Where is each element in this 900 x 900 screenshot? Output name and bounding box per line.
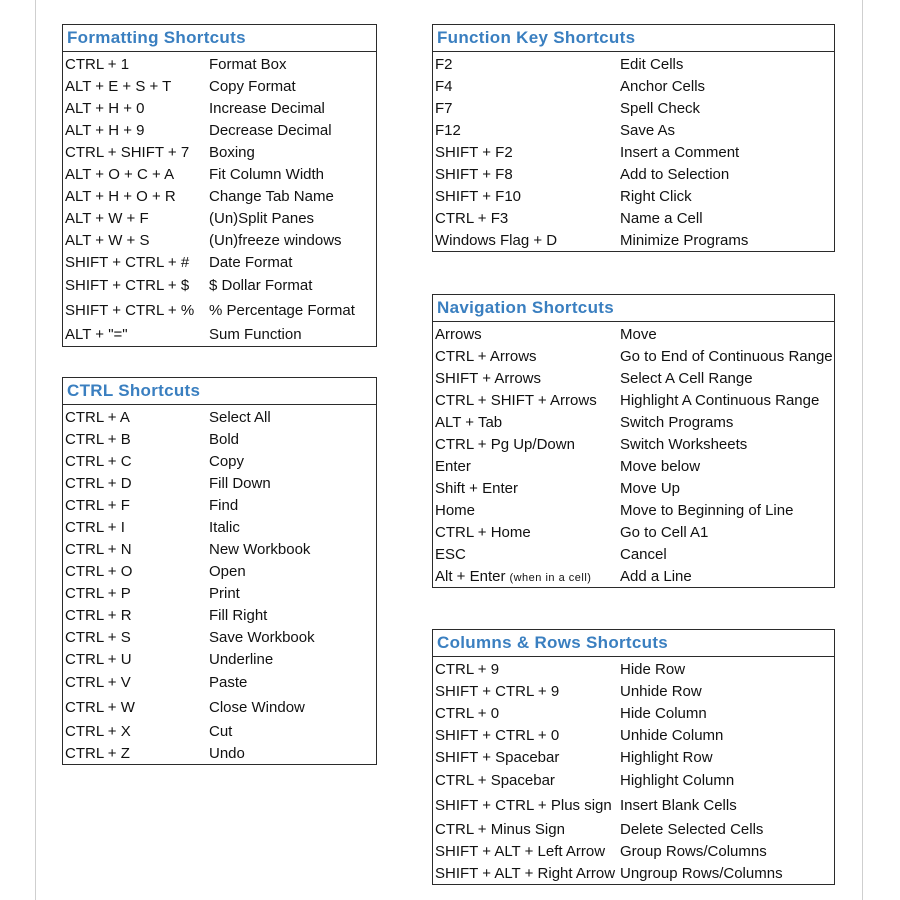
shortcut-description: Hide Row [620, 660, 686, 678]
shortcut-description: Group Rows/Columns [620, 842, 767, 860]
shortcut-key: ALT + W + S [65, 231, 150, 249]
shortcut-row [433, 565, 834, 587]
shortcut-key: CTRL + P [65, 584, 131, 602]
shortcut-key: Windows Flag + D [435, 231, 558, 249]
shortcut-description: $ Dollar Format [209, 277, 313, 294]
shortcut-description: Undo [209, 744, 245, 762]
navigation-shortcuts-table [432, 294, 835, 588]
shortcut-description: (Un)freeze windows [209, 231, 342, 249]
shortcut-description: Paste [209, 674, 248, 691]
shortcut-key: SHIFT + CTRL + % [65, 302, 195, 319]
shortcut-key: SHIFT + ALT + Left Arrow [435, 842, 606, 860]
shortcut-row [433, 680, 834, 702]
shortcut-key: CTRL + I [65, 518, 125, 536]
shortcut-key: CTRL + 0 [435, 704, 500, 722]
shortcut-key: SHIFT + CTRL + Plus sign [435, 797, 612, 814]
shortcut-key: CTRL + N [65, 540, 132, 558]
shortcut-key: CTRL + F3 [435, 209, 509, 227]
shortcut-row [433, 455, 834, 477]
shortcut-key: ALT + "=" [65, 325, 128, 343]
shortcut-description: Go to Cell A1 [620, 523, 709, 541]
shortcut-key: CTRL + Minus Sign [435, 820, 565, 838]
shortcut-key-with-note [433, 568, 620, 585]
shortcut-description: Right Click [620, 187, 692, 205]
shortcut-key: CTRL + R [65, 606, 132, 624]
shortcut-description: Add a Line [620, 567, 692, 585]
shortcut-row [63, 670, 376, 695]
shortcut-description: Unhide Row [620, 682, 702, 700]
shortcut-row [63, 582, 376, 604]
shortcut-row [63, 695, 376, 720]
shortcut-key: SHIFT + F10 [435, 187, 522, 205]
shortcut-key: SHIFT + F2 [435, 143, 513, 161]
shortcut-description: Highlight A Continuous Range [620, 391, 820, 409]
shortcut-row [433, 499, 834, 521]
shortcut-description: Select All [209, 408, 271, 426]
shortcut-row [433, 229, 834, 251]
shortcut-row [63, 251, 376, 273]
shortcut-key: ALT + O + C + A [65, 165, 175, 183]
shortcut-description: Move to Beginning of Line [620, 501, 794, 519]
ctrl-shortcuts-table [62, 377, 377, 765]
shortcut-key: ALT + H + O + R [65, 187, 176, 205]
shortcut-row [433, 163, 834, 185]
shortcut-row [433, 793, 834, 818]
shortcut-row [63, 450, 376, 472]
shortcut-row [433, 521, 834, 543]
shortcut-row [433, 141, 834, 163]
shortcut-description: % Percentage Format [209, 302, 355, 319]
shortcut-key: CTRL + Arrows [435, 347, 537, 365]
shortcut-row [433, 345, 834, 367]
shortcut-key: CTRL + 9 [435, 660, 500, 678]
shortcut-row [63, 141, 376, 163]
shortcut-row [63, 742, 376, 764]
shortcut-description: Delete Selected Cells [620, 820, 764, 838]
shortcut-description: Find [209, 496, 239, 514]
shortcut-key: CTRL + A [65, 408, 130, 426]
shortcut-row [433, 543, 834, 565]
shortcut-key: CTRL + F [65, 496, 130, 514]
shortcut-row [433, 389, 834, 411]
shortcut-key: CTRL + B [65, 430, 131, 448]
shortcut-row [433, 746, 834, 768]
shortcut-description: Underline [209, 650, 274, 668]
shortcut-key: CTRL + SHIFT + 7 [65, 143, 190, 161]
shortcut-row [433, 75, 834, 97]
shortcut-description: Move Up [620, 479, 681, 497]
shortcut-row [433, 862, 834, 884]
shortcut-key: SHIFT + CTRL + 0 [435, 726, 560, 744]
page-edge-right [862, 0, 863, 900]
shortcut-description: Go to End of Continuous Range [620, 347, 833, 365]
shortcut-key: CTRL + D [65, 474, 132, 492]
shortcut-key: CTRL + Z [65, 744, 130, 762]
table-title: CTRL Shortcuts [63, 378, 376, 405]
shortcut-row [63, 75, 376, 97]
shortcut-row [63, 97, 376, 119]
shortcut-description: Change Tab Name [209, 187, 334, 205]
shortcut-key: SHIFT + ALT + Right Arrow [435, 864, 616, 882]
shortcut-row [63, 185, 376, 207]
shortcut-key: SHIFT + CTRL + $ [65, 277, 190, 294]
shortcut-key: CTRL + Pg Up/Down [435, 435, 575, 453]
shortcut-key: SHIFT + Arrows [435, 369, 541, 387]
shortcut-description: Cut [209, 722, 233, 740]
shortcut-row [433, 97, 834, 119]
shortcut-description: Switch Worksheets [620, 435, 748, 453]
shortcut-row [63, 207, 376, 229]
shortcut-description: Minimize Programs [620, 231, 749, 249]
shortcut-key: ALT + H + 0 [65, 99, 145, 117]
shortcut-row [433, 323, 834, 345]
shortcut-key: F4 [435, 77, 453, 95]
shortcut-row [433, 433, 834, 455]
shortcut-description: Select A Cell Range [620, 369, 753, 387]
shortcut-description: Unhide Column [620, 726, 724, 744]
shortcut-key: CTRL + 1 [65, 55, 130, 73]
shortcut-key: CTRL + Home [435, 523, 531, 541]
shortcut-description: Increase Decimal [209, 99, 325, 117]
shortcut-row [433, 119, 834, 141]
shortcut-row [433, 818, 834, 840]
shortcut-description: Close Window [209, 699, 305, 716]
shortcut-description: Switch Programs [620, 413, 734, 431]
shortcut-key: F2 [435, 55, 453, 73]
shortcut-row [433, 724, 834, 746]
shortcut-description: Open [209, 562, 246, 580]
shortcut-row [63, 163, 376, 185]
shortcut-row [433, 702, 834, 724]
shortcut-description: Save As [620, 121, 676, 139]
shortcut-row [63, 53, 376, 75]
columns-rows-shortcuts-table [432, 629, 835, 885]
shortcut-row [433, 840, 834, 862]
shortcut-description: Print [209, 584, 240, 602]
shortcut-description: Name a Cell [620, 209, 703, 227]
shortcut-description: Boxing [209, 143, 255, 161]
shortcut-row [63, 626, 376, 648]
shortcut-key: ALT + Tab [435, 413, 503, 431]
shortcut-description: Save Workbook [209, 628, 315, 646]
shortcut-row [63, 604, 376, 626]
shortcut-row [63, 472, 376, 494]
shortcut-key: SHIFT + CTRL + 9 [435, 682, 560, 700]
shortcut-row [433, 367, 834, 389]
shortcut-description: New Workbook [209, 540, 311, 558]
shortcut-key: Alt + Enter [435, 567, 506, 585]
shortcut-row [63, 273, 376, 298]
shortcut-description: Cancel [620, 545, 667, 563]
shortcut-description: Highlight Column [620, 772, 735, 789]
shortcut-description: Format Box [209, 55, 287, 73]
shortcut-description: Highlight Row [620, 748, 713, 766]
shortcut-row [63, 648, 376, 670]
shortcut-row [433, 207, 834, 229]
shortcut-description: Bold [209, 430, 240, 448]
table-title: Function Key Shortcuts [433, 25, 834, 52]
shortcut-row [433, 658, 834, 680]
shortcut-key: ALT + E + S + T [65, 77, 172, 95]
shortcut-description: Hide Column [620, 704, 707, 722]
table-title: Columns & Rows Shortcuts [433, 630, 834, 657]
shortcut-key: CTRL + X [65, 722, 131, 740]
shortcut-description: Date Format [209, 253, 293, 271]
shortcut-row [63, 494, 376, 516]
shortcut-key: CTRL + O [65, 562, 133, 580]
shortcut-key: F12 [435, 121, 461, 139]
shortcut-description: Move [620, 325, 657, 343]
shortcut-key: Shift + Enter [435, 479, 518, 497]
shortcut-key: SHIFT + F8 [435, 165, 513, 183]
shortcut-row [63, 560, 376, 582]
shortcut-row [63, 538, 376, 560]
shortcut-key: CTRL + U [65, 650, 132, 668]
shortcut-description: Add to Selection [620, 165, 730, 183]
shortcut-row [433, 53, 834, 75]
shortcut-row [63, 229, 376, 251]
shortcut-row [63, 720, 376, 742]
table-title: Navigation Shortcuts [433, 295, 834, 322]
shortcut-description: Copy [209, 452, 245, 470]
formatting-shortcuts-table [62, 24, 377, 347]
shortcut-key: CTRL + V [65, 674, 131, 691]
function-key-shortcuts-table [432, 24, 835, 252]
shortcut-key: Arrows [435, 325, 482, 343]
shortcut-row [433, 477, 834, 499]
shortcut-key: F7 [435, 99, 453, 117]
shortcut-key: SHIFT + CTRL + # [65, 253, 190, 271]
shortcut-description: Italic [209, 518, 240, 536]
shortcut-key: CTRL + SHIFT + Arrows [435, 391, 597, 409]
shortcut-description: Edit Cells [620, 55, 684, 73]
shortcut-description: Insert Blank Cells [620, 797, 737, 814]
shortcut-key: CTRL + W [65, 699, 135, 716]
shortcut-description: Fill Right [209, 606, 268, 624]
shortcut-row [63, 119, 376, 141]
shortcut-description: Fill Down [209, 474, 271, 492]
shortcut-row [63, 298, 376, 323]
shortcut-key: CTRL + Spacebar [435, 772, 555, 789]
shortcut-key: CTRL + S [65, 628, 131, 646]
shortcut-key: ESC [435, 545, 466, 563]
shortcut-row [63, 428, 376, 450]
shortcut-description: (Un)Split Panes [209, 209, 315, 227]
shortcut-description: Fit Column Width [209, 165, 325, 183]
shortcut-key: SHIFT + Spacebar [435, 748, 560, 766]
shortcut-row [63, 323, 376, 345]
shortcut-key: ALT + H + 9 [65, 121, 145, 139]
shortcut-description: Decrease Decimal [209, 121, 332, 139]
shortcut-row [63, 516, 376, 538]
shortcut-description: Copy Format [209, 77, 296, 95]
shortcut-key: Home [435, 501, 476, 519]
table-title: Formatting Shortcuts [63, 25, 376, 52]
shortcut-key: CTRL + C [65, 452, 132, 470]
shortcut-row [433, 411, 834, 433]
shortcut-note: (when in a cell) [509, 571, 592, 584]
page-edge-left [35, 0, 36, 900]
shortcut-row [63, 406, 376, 428]
shortcut-row [433, 185, 834, 207]
shortcut-key: Enter [435, 457, 471, 475]
shortcut-description: Sum Function [209, 325, 302, 343]
shortcut-row [433, 768, 834, 793]
shortcut-description: Anchor Cells [620, 77, 706, 95]
shortcut-description: Ungroup Rows/Columns [620, 864, 783, 882]
shortcut-description: Spell Check [620, 99, 701, 117]
shortcut-description: Insert a Comment [620, 143, 740, 161]
shortcut-key: ALT + W + F [65, 209, 149, 227]
shortcut-description: Move below [620, 457, 701, 475]
